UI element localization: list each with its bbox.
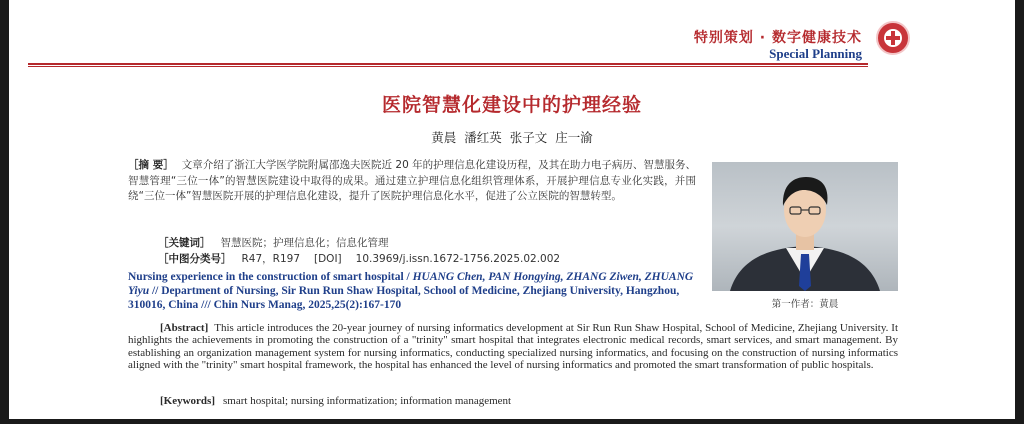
english-title: Nursing experience in the construction of smart hospital / bbox=[128, 271, 410, 283]
abstract-label-cn: ［摘 要］ bbox=[128, 159, 174, 171]
class-codes: R47，R197 bbox=[241, 253, 300, 265]
abstract-cn bbox=[128, 158, 696, 205]
doi-value[interactable]: 10.3969/j.issn.1672-1756.2025.02.002 bbox=[355, 253, 561, 265]
keywords-en bbox=[160, 395, 511, 407]
header-rule bbox=[28, 63, 868, 65]
section-title-cn: 特别策划 · 数字健康技术 bbox=[693, 30, 862, 46]
header-rule-thin bbox=[28, 66, 868, 67]
class-label-cn: ［中图分类号］ bbox=[158, 253, 232, 265]
abstract-text-en: This article introduces the 20-year journey of nursing informatics development at Sir Run Run Shaw Hospital, School of Medicine, Zhejiang University. It highlights the achievements in promoting the construction of a "trinity" smart hospital that integrates electronic medical records, smart services, and smart management. By establishing an organization management system for nursing informatics, conducting specialized nursing informatics, and focusing on the construction of nursing informatics aligned with the "trinity" smart hospital framework, the hospital has enhanced the level of nursing informatics and promoted the smart transformation of public hospitals. bbox=[128, 322, 898, 371]
photo-caption: 第一作者：黄晨 bbox=[771, 299, 839, 310]
article-title: 医院智慧化建设中的护理经验 bbox=[381, 94, 642, 116]
english-title-block bbox=[128, 270, 696, 312]
doi-label: [DOI] bbox=[314, 253, 342, 265]
author-photo bbox=[712, 162, 898, 291]
english-affiliation: // Department of Nursing, Sir Run Run Shaw Hospital, School of Medicine, Zhejiang University, Hangzhou, 310016, China /// Chin Nurs Manag, 2025,25(2):167-170 bbox=[128, 285, 680, 311]
keywords-text-cn: 智慧医院；护理信息化；信息化管理 bbox=[220, 237, 389, 249]
author-portrait-icon bbox=[712, 162, 898, 291]
keywords-label-cn: ［关键词］ bbox=[158, 237, 211, 249]
keywords-cn bbox=[158, 235, 389, 250]
abstract-text-cn: 文章介绍了浙江大学医学院附属邵逸夫医院近 20 年的护理信息化建设历程，及其在助力电子病历、智慧服务、智慧管理“三位一体”的智慧医院建设中取得的成果。通过建立护理信息化组织管理体系，开展护理信息专业化实践，并围绕“三位一体”智慧医院开展的护理信息化建设，提升了医院护理信息化水平，促进了公立医院的智慧转型。 bbox=[128, 159, 696, 202]
classification-line bbox=[158, 251, 560, 266]
section-title-en: Special Planning bbox=[769, 46, 862, 61]
english-authors: HUANG Chen, PAN Hongying, ZHANG Ziwen, ZHUANG Yiyu bbox=[128, 271, 694, 297]
keywords-label-en: [Keywords] bbox=[160, 395, 215, 407]
abstract-label-en: [Abstract] bbox=[160, 322, 209, 334]
keywords-text-en: smart hospital; nursing informatization; information management bbox=[223, 395, 512, 407]
author-list: 黄晨 潘红英 张子文 庄一渝 bbox=[431, 130, 593, 145]
hospital-logo-icon bbox=[876, 21, 910, 55]
abstract-en bbox=[128, 322, 898, 371]
